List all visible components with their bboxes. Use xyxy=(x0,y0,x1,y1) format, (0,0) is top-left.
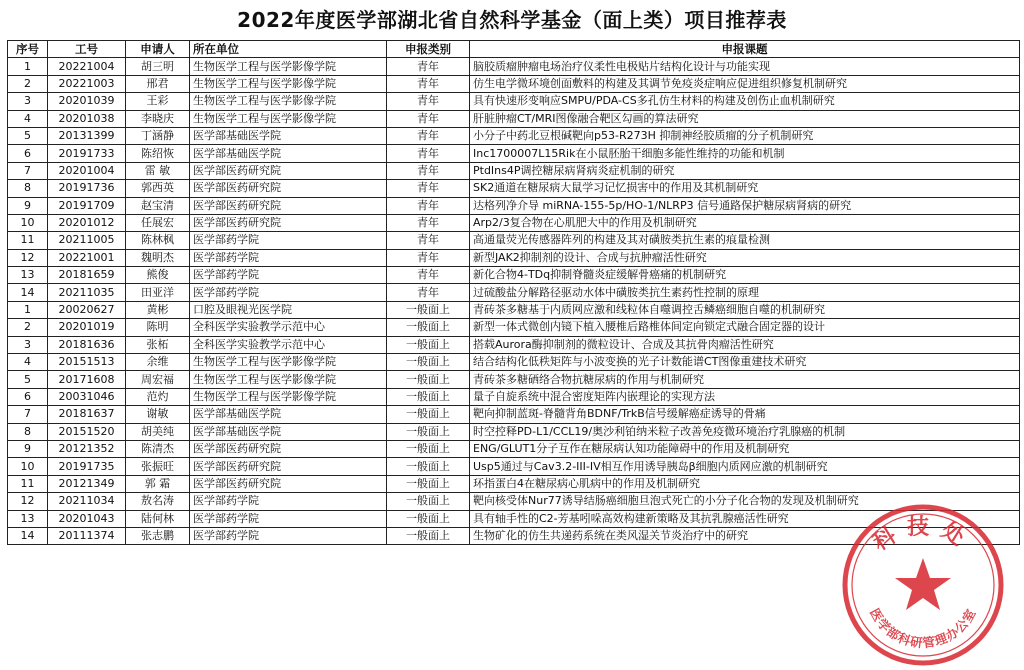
row-id: 20121352 xyxy=(48,440,126,457)
row-name: 谢敏 xyxy=(126,406,190,423)
row-name: 王彩 xyxy=(126,93,190,110)
row-name: 任展宏 xyxy=(126,214,190,231)
row-id: 20131399 xyxy=(48,127,126,144)
row-name: 周宏福 xyxy=(126,371,190,388)
row-category: 青年 xyxy=(387,197,470,214)
table-row xyxy=(8,110,1020,127)
row-category: 一般面上 xyxy=(387,475,470,492)
row-topic: Inc1700007L15Rik在小鼠胚胎干细胞多能性维持的功能和机制 xyxy=(470,145,1020,162)
row-category: 青年 xyxy=(387,93,470,110)
table-row xyxy=(8,406,1020,423)
table-row xyxy=(8,423,1020,440)
row-topic: 结合结构化低秩矩阵与小波变换的光子计数能谱CT图像重建技术研究 xyxy=(470,354,1020,371)
table-row xyxy=(8,458,1020,475)
row-unit: 医学部医药研究院 xyxy=(190,197,387,214)
header-no: 序号 xyxy=(8,41,48,58)
row-id: 20221001 xyxy=(48,249,126,266)
row-no: 14 xyxy=(8,527,48,544)
row-name: 田亚洋 xyxy=(126,284,190,301)
row-category: 青年 xyxy=(387,127,470,144)
row-id: 20201012 xyxy=(48,214,126,231)
row-no: 9 xyxy=(8,440,48,457)
row-category: 青年 xyxy=(387,75,470,92)
row-category: 一般面上 xyxy=(387,371,470,388)
row-id: 20121349 xyxy=(48,475,126,492)
row-topic: 环指蛋白4在糖尿病心肌病中的作用及机制研究 xyxy=(470,475,1020,492)
row-category: 一般面上 xyxy=(387,336,470,353)
row-no: 12 xyxy=(8,493,48,510)
row-id: 20201004 xyxy=(48,162,126,179)
row-topic: 量子自旋系统中混合密度矩阵内嵌理论的实现方法 xyxy=(470,388,1020,405)
row-unit: 医学部药学院 xyxy=(190,493,387,510)
page-title: 2022年度医学部湖北省自然科学基金（面上类）项目推荐表 xyxy=(237,8,787,32)
table-row xyxy=(8,510,1020,527)
row-id: 20211005 xyxy=(48,232,126,249)
row-name: 丁涵静 xyxy=(126,127,190,144)
table-row xyxy=(8,58,1020,75)
row-id: 20191733 xyxy=(48,145,126,162)
row-name: 张志鹏 xyxy=(126,527,190,544)
row-no: 7 xyxy=(8,162,48,179)
header-name: 申请人 xyxy=(126,41,190,58)
row-id: 20191736 xyxy=(48,180,126,197)
table-row xyxy=(8,493,1020,510)
row-no: 2 xyxy=(8,319,48,336)
table-row xyxy=(8,127,1020,144)
row-unit: 医学部药学院 xyxy=(190,267,387,284)
row-name: 范灼 xyxy=(126,388,190,405)
row-unit: 医学部医药研究院 xyxy=(190,214,387,231)
row-no: 1 xyxy=(8,301,48,318)
row-id: 20191735 xyxy=(48,458,126,475)
table-row xyxy=(8,371,1020,388)
row-id: 20020627 xyxy=(48,301,126,318)
row-topic: 新型一体式微创内镜下植入腰椎后路椎体间定向锁定式融合固定器的设计 xyxy=(470,319,1020,336)
row-id: 20201019 xyxy=(48,319,126,336)
row-category: 一般面上 xyxy=(387,388,470,405)
row-topic: 搭载Aurora酶抑制剂的微粒设计、合成及其抗骨肉瘤活性研究 xyxy=(470,336,1020,353)
table-row xyxy=(8,145,1020,162)
row-id: 20181637 xyxy=(48,406,126,423)
row-name: 张振旺 xyxy=(126,458,190,475)
row-no: 4 xyxy=(8,110,48,127)
row-name: 余维 xyxy=(126,354,190,371)
row-category: 一般面上 xyxy=(387,493,470,510)
row-category: 青年 xyxy=(387,145,470,162)
row-topic: 靶向核受体Nur77诱导结肠癌细胞旦泡式死亡的小分子化合物的发现及机制研究 xyxy=(470,493,1020,510)
row-no: 5 xyxy=(8,371,48,388)
row-category: 一般面上 xyxy=(387,440,470,457)
row-unit: 全科医学实验教学示范中心 xyxy=(190,336,387,353)
row-name: 胡美纯 xyxy=(126,423,190,440)
table-row xyxy=(8,197,1020,214)
table-row xyxy=(8,180,1020,197)
table-row xyxy=(8,319,1020,336)
row-name: 熊俊 xyxy=(126,267,190,284)
row-category: 青年 xyxy=(387,249,470,266)
row-unit: 医学部基础医学院 xyxy=(190,127,387,144)
header-category: 申报类别 xyxy=(387,41,470,58)
row-id: 20201039 xyxy=(48,93,126,110)
table-row xyxy=(8,267,1020,284)
row-category: 青年 xyxy=(387,267,470,284)
row-id: 20181636 xyxy=(48,336,126,353)
row-no: 3 xyxy=(8,336,48,353)
row-id: 20151513 xyxy=(48,354,126,371)
row-name: 雷 敏 xyxy=(126,162,190,179)
row-category: 青年 xyxy=(387,110,470,127)
table-row xyxy=(8,284,1020,301)
row-name: 赵宝清 xyxy=(126,197,190,214)
table-row xyxy=(8,162,1020,179)
row-unit: 医学部基础医学院 xyxy=(190,406,387,423)
row-name: 魏明杰 xyxy=(126,249,190,266)
row-unit: 医学部药学院 xyxy=(190,527,387,544)
row-unit: 医学部医药研究院 xyxy=(190,440,387,457)
row-unit: 医学部药学院 xyxy=(190,232,387,249)
row-category: 一般面上 xyxy=(387,527,470,544)
row-id: 20171608 xyxy=(48,371,126,388)
row-no: 14 xyxy=(8,284,48,301)
row-no: 3 xyxy=(8,93,48,110)
row-no: 1 xyxy=(8,58,48,75)
table-row xyxy=(8,301,1020,318)
row-unit: 医学部医药研究院 xyxy=(190,180,387,197)
row-no: 10 xyxy=(8,214,48,231)
seal-top-text: 科技处 xyxy=(868,515,978,557)
row-category: 一般面上 xyxy=(387,301,470,318)
row-unit: 生物医学工程与医学影像学院 xyxy=(190,75,387,92)
row-unit: 生物医学工程与医学影像学院 xyxy=(190,371,387,388)
row-category: 一般面上 xyxy=(387,354,470,371)
row-no: 11 xyxy=(8,475,48,492)
table-row xyxy=(8,388,1020,405)
row-topic: 青砖茶多糖硒络合物抗糖尿病的作用与机制研究 xyxy=(470,371,1020,388)
row-id: 20111374 xyxy=(48,527,126,544)
row-name: 李晓庆 xyxy=(126,110,190,127)
row-no: 13 xyxy=(8,510,48,527)
row-id: 20221004 xyxy=(48,58,126,75)
row-unit: 医学部医药研究院 xyxy=(190,475,387,492)
svg-text:医学部科研管理办公室 xyxy=(867,606,979,651)
row-topic: 靶向抑制蓝斑-脊髓背角BDNF/TrkB信号缓解癌症诱导的骨痛 xyxy=(470,406,1020,423)
row-no: 11 xyxy=(8,232,48,249)
table-row xyxy=(8,249,1020,266)
row-topic: 青砖茶多糖基于内质网应激和线粒体自噬调控舌鳞癌细胞自噬的机制研究 xyxy=(470,301,1020,318)
row-unit: 医学部药学院 xyxy=(190,284,387,301)
row-topic: 仿生电学微环境创面敷料的构建及其调节免疫炎症响应促进组织修复机制研究 xyxy=(470,75,1020,92)
row-topic: 具有轴手性的C2-芳基吲哚高效构建新策略及其抗乳腺癌活性研究 xyxy=(470,510,1020,527)
row-topic: Usp5通过与Cav3.2-III-IV相互作用诱导胰岛β细胞内质网应激的机制研究 xyxy=(470,458,1020,475)
row-name: 张柘 xyxy=(126,336,190,353)
row-unit: 生物医学工程与医学影像学院 xyxy=(190,354,387,371)
row-category: 青年 xyxy=(387,232,470,249)
row-topic: 达格列净介导 miRNA-155-5p/HO-1/NLRP3 信号通路保护糖尿病肾病的研究 xyxy=(470,197,1020,214)
row-unit: 医学部药学院 xyxy=(190,510,387,527)
row-id: 20201038 xyxy=(48,110,126,127)
row-no: 6 xyxy=(8,388,48,405)
table-row xyxy=(8,214,1020,231)
row-id: 20221003 xyxy=(48,75,126,92)
row-no: 2 xyxy=(8,75,48,92)
row-topic: 小分子中药北豆根碱靶向p53-R273H 抑制神经胶质瘤的分子机制研究 xyxy=(470,127,1020,144)
table-row xyxy=(8,527,1020,544)
header-unit: 所在单位 xyxy=(190,41,387,58)
row-topic: 具有快速形变响应SMPU/PDA-CS多孔仿生材料的构建及创伤止血机制研究 xyxy=(470,93,1020,110)
row-id: 20211034 xyxy=(48,493,126,510)
row-category: 一般面上 xyxy=(387,458,470,475)
row-name: 邢君 xyxy=(126,75,190,92)
row-topic: PtdIns4P调控糖尿病肾病炎症机制的研究 xyxy=(470,162,1020,179)
row-id: 20201043 xyxy=(48,510,126,527)
row-name: 郭西英 xyxy=(126,180,190,197)
row-unit: 生物医学工程与医学影像学院 xyxy=(190,93,387,110)
row-no: 8 xyxy=(8,180,48,197)
table-row xyxy=(8,336,1020,353)
row-no: 6 xyxy=(8,145,48,162)
row-unit: 生物医学工程与医学影像学院 xyxy=(190,388,387,405)
row-category: 青年 xyxy=(387,284,470,301)
row-unit: 医学部医药研究院 xyxy=(190,458,387,475)
table-row xyxy=(8,440,1020,457)
row-topic: 过硫酸盐分解路径驱动水体中磺胺类抗生素药性控制的原理 xyxy=(470,284,1020,301)
row-category: 一般面上 xyxy=(387,319,470,336)
row-name: 敖名涛 xyxy=(126,493,190,510)
table-row xyxy=(8,75,1020,92)
row-no: 5 xyxy=(8,127,48,144)
row-unit: 生物医学工程与医学影像学院 xyxy=(190,58,387,75)
row-unit: 全科医学实验教学示范中心 xyxy=(190,319,387,336)
row-topic: ENG/GLUT1分子互作在糖尿病认知功能障碍中的作用及机制研究 xyxy=(470,440,1020,457)
row-no: 4 xyxy=(8,354,48,371)
row-category: 青年 xyxy=(387,58,470,75)
row-unit: 医学部基础医学院 xyxy=(190,145,387,162)
header-topic: 申报课题 xyxy=(470,41,1020,58)
row-unit: 医学部药学院 xyxy=(190,249,387,266)
recommendation-table xyxy=(7,40,1020,545)
row-name: 陈绍恢 xyxy=(126,145,190,162)
row-no: 7 xyxy=(8,406,48,423)
row-no: 8 xyxy=(8,423,48,440)
row-no: 12 xyxy=(8,249,48,266)
table-row xyxy=(8,354,1020,371)
row-name: 郭 霜 xyxy=(126,475,190,492)
row-id: 20151520 xyxy=(48,423,126,440)
row-id: 20211035 xyxy=(48,284,126,301)
header-id: 工号 xyxy=(48,41,126,58)
seal-bottom-text: 医学部科研管理办公室 xyxy=(867,605,979,651)
row-category: 青年 xyxy=(387,214,470,231)
seal-star-icon xyxy=(895,558,951,610)
table-row xyxy=(8,232,1020,249)
row-unit: 生物医学工程与医学影像学院 xyxy=(190,110,387,127)
row-unit: 医学部基础医学院 xyxy=(190,423,387,440)
row-name: 陆何林 xyxy=(126,510,190,527)
row-topic: 高通量荧光传感器阵列的构建及其对磺胺类抗生素的痕量检测 xyxy=(470,232,1020,249)
row-id: 20031046 xyxy=(48,388,126,405)
table-row xyxy=(8,93,1020,110)
row-no: 10 xyxy=(8,458,48,475)
row-name: 陈明 xyxy=(126,319,190,336)
row-topic: 生物矿化的仿生共递药系统在类风湿关节炎治疗中的研究 xyxy=(470,527,1020,544)
row-name: 陈林枫 xyxy=(126,232,190,249)
row-category: 一般面上 xyxy=(387,423,470,440)
row-topic: 脑胶质瘤肿瘤电场治疗仪柔性电极贴片结构化设计与功能实现 xyxy=(470,58,1020,75)
row-category: 青年 xyxy=(387,162,470,179)
row-category: 一般面上 xyxy=(387,510,470,527)
table-header-row xyxy=(8,41,1020,58)
row-name: 胡三明 xyxy=(126,58,190,75)
row-name: 陈清杰 xyxy=(126,440,190,457)
row-category: 一般面上 xyxy=(387,406,470,423)
row-id: 20191709 xyxy=(48,197,126,214)
row-topic: 肝脏肿瘤CT/MRI图像融合靶区勾画的算法研究 xyxy=(470,110,1020,127)
row-unit: 医学部医药研究院 xyxy=(190,162,387,179)
row-no: 9 xyxy=(8,197,48,214)
row-topic: Arp2/3复合物在心肌肥大中的作用及机制研究 xyxy=(470,214,1020,231)
table-row xyxy=(8,475,1020,492)
table-body xyxy=(8,58,1020,545)
row-topic: 时空控释PD-L1/CCL19/奥沙利铂纳米粒子改善免疫微环境治疗乳腺癌的机制 xyxy=(470,423,1020,440)
row-no: 13 xyxy=(8,267,48,284)
row-topic: 新型JAK2抑制剂的设计、合成与抗肿瘤活性研究 xyxy=(470,249,1020,266)
row-unit: 口腔及眼视光医学院 xyxy=(190,301,387,318)
row-topic: 新化合物4-TDq抑制脊髓炎症缓解骨癌痛的机制研究 xyxy=(470,267,1020,284)
row-category: 青年 xyxy=(387,180,470,197)
row-name: 黄彬 xyxy=(126,301,190,318)
row-topic: SK2通道在糖尿病大鼠学习记忆损害中的作用及其机制研究 xyxy=(470,180,1020,197)
row-id: 20181659 xyxy=(48,267,126,284)
